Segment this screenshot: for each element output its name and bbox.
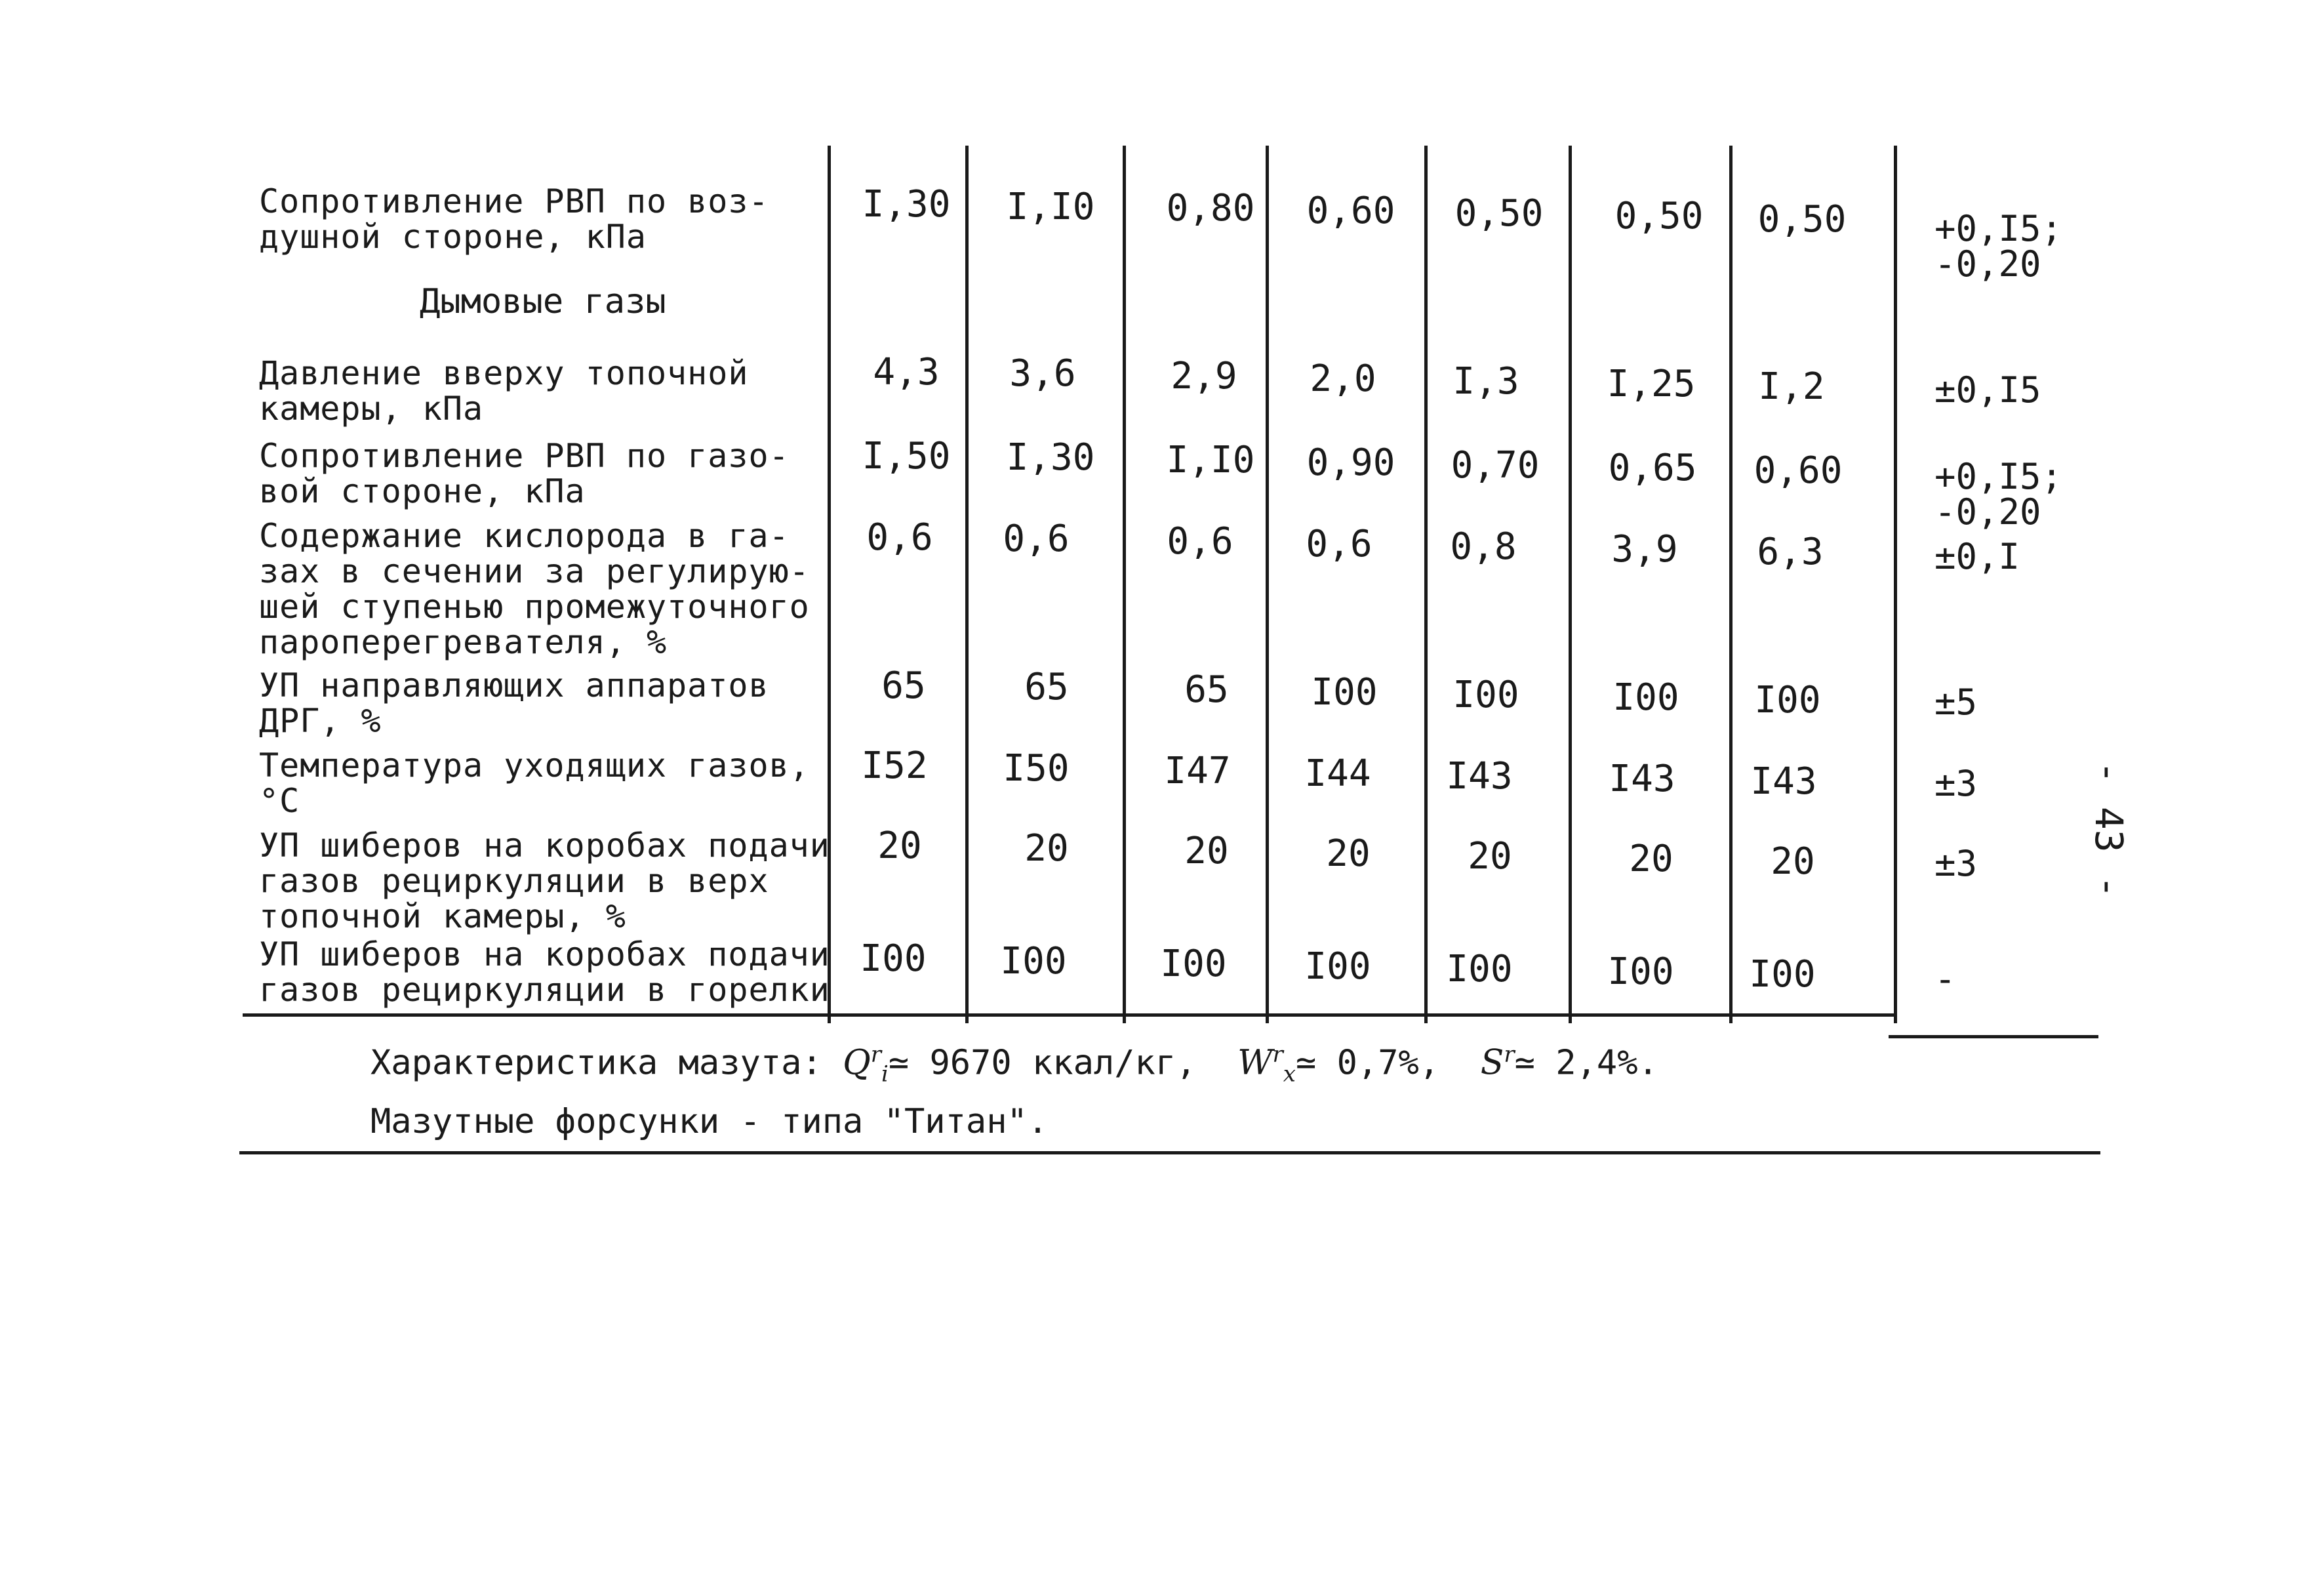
cell-value: I,30: [862, 183, 951, 226]
w-superscript: r: [1272, 1042, 1283, 1068]
cell-value: 4,3: [873, 351, 940, 394]
cell-value: 2,0: [1310, 357, 1376, 400]
row-label: Сопротивление РВП по воз- душной стороне, кПа: [259, 182, 769, 256]
row-tolerance: +0,I5; -0,20: [1934, 208, 2063, 285]
cell-value: I,3: [1452, 360, 1519, 403]
cell-value: 0,6: [1167, 520, 1233, 563]
cell-value: 0,65: [1608, 447, 1697, 489]
cell-value: 20: [1771, 840, 1815, 883]
column-rule: [1424, 146, 1428, 1023]
cell-value: 3,9: [1611, 528, 1678, 571]
cell-value: 65: [1024, 666, 1069, 708]
cell-value: 0,80: [1166, 187, 1255, 230]
row-tolerance: ±3: [1934, 763, 1978, 804]
cell-value: 0,70: [1451, 444, 1540, 487]
row-label: УП направляющих аппаратов ДРГ, %: [259, 666, 769, 740]
cell-value: 0,50: [1614, 195, 1704, 237]
column-rule: [965, 146, 969, 1023]
cell-value: I00: [860, 937, 927, 980]
footer-rule: [239, 1151, 2100, 1154]
row-label: Давление вверху топочной камеры, кПа: [259, 354, 749, 428]
cell-value: I47: [1164, 750, 1231, 792]
cell-value: I,25: [1607, 363, 1696, 405]
column-rule: [1123, 146, 1126, 1023]
w-symbol: W: [1237, 1043, 1273, 1083]
row-label: Температура уходящих газов, °С: [259, 746, 810, 820]
q-value: ≃ 9670 ккал/кг,: [888, 1043, 1197, 1083]
row-tolerance: ±0,I5: [1934, 369, 2041, 411]
q-symbol: Q: [843, 1043, 871, 1083]
cell-value: I,30: [1006, 436, 1095, 479]
cell-value: I00: [1607, 950, 1674, 993]
cell-value: I52: [861, 744, 928, 787]
cell-value: 0,50: [1757, 198, 1847, 241]
cell-value: 0,8: [1450, 525, 1517, 568]
q-superscript: r: [870, 1042, 881, 1068]
column-rule: [1266, 146, 1269, 1023]
table-bottom-rule: [1889, 1035, 2098, 1038]
fuel-prefix: Характеристика мазута:: [371, 1043, 822, 1083]
cell-value: 20: [1024, 827, 1069, 870]
cell-value: I43: [1750, 760, 1817, 803]
cell-value: 0,60: [1306, 190, 1395, 232]
row-tolerance: +0,I5; -0,20: [1934, 456, 2063, 533]
cell-value: 3,6: [1009, 352, 1076, 395]
cell-value: I,2: [1758, 365, 1825, 408]
cell-value: 20: [1326, 832, 1371, 875]
row-label: Сопротивление РВП по газо- вой стороне, кПа: [259, 437, 790, 510]
row-tolerance: -: [1934, 958, 1956, 1000]
cell-value: 20: [1184, 830, 1229, 872]
section-heading: Дымовые газы: [420, 282, 666, 321]
cell-value: I,50: [862, 435, 951, 478]
cell-value: I00: [1452, 674, 1519, 716]
cell-value: I00: [1304, 945, 1371, 988]
s-superscript: r: [1504, 1042, 1515, 1068]
fuel-characteristics: [371, 1035, 1658, 1094]
table-bottom-rule: [243, 1013, 1895, 1017]
column-rule: [1569, 146, 1572, 1023]
column-rule: [1729, 146, 1733, 1023]
cell-value: I00: [1446, 948, 1513, 990]
cell-value: 65: [881, 664, 926, 707]
cell-value: 0,6: [866, 516, 933, 559]
cell-value: I50: [1003, 747, 1070, 790]
cell-value: I00: [1160, 943, 1227, 985]
cell-value: 65: [1184, 668, 1229, 711]
cell-value: I,I0: [1006, 186, 1095, 228]
cell-value: I00: [1613, 676, 1679, 719]
cell-value: I00: [1311, 671, 1378, 714]
cell-value: I,I0: [1166, 439, 1255, 481]
row-tolerance: ±0,I: [1934, 536, 2020, 577]
cell-value: 0,60: [1753, 449, 1843, 492]
row-label: Содержание кислорода в га- зах в сечении за регулирую- шей ступенью промежуточного пароперегревателя, %: [259, 517, 810, 661]
burner-type-note: Мазутные форсунки - типа "Титан".: [371, 1102, 1049, 1141]
row-tolerance: ±3: [1934, 843, 1978, 884]
row-label: УП шиберов на коробах подачи газов рециркуляции в верх топочной камеры, %: [259, 826, 830, 935]
w-value: ≃ 0,7%,: [1295, 1043, 1440, 1083]
cell-value: I00: [1754, 679, 1821, 722]
column-rule: [1894, 146, 1897, 1023]
cell-value: 0,50: [1454, 192, 1544, 235]
s-value: ≃ 2,4%.: [1514, 1043, 1658, 1083]
cell-value: 20: [1629, 838, 1673, 880]
row-tolerance: ±5: [1934, 682, 1978, 723]
cell-value: 2,9: [1171, 355, 1237, 397]
cell-value: 0,6: [1306, 523, 1372, 565]
cell-value: 6,3: [1757, 531, 1824, 573]
page-number: - 43 -: [2087, 761, 2131, 899]
s-symbol: S: [1480, 1043, 1504, 1083]
q-subscript: i: [881, 1061, 889, 1088]
cell-value: I43: [1609, 758, 1675, 800]
cell-value: 20: [1468, 835, 1512, 878]
cell-value: 20: [877, 825, 922, 867]
cell-value: I00: [1000, 940, 1067, 983]
cell-value: 0,90: [1306, 441, 1395, 484]
w-subscript: x: [1283, 1061, 1296, 1088]
cell-value: 0,6: [1003, 518, 1070, 560]
cell-value: I43: [1446, 755, 1513, 798]
row-label: УП шиберов на коробах подачи газов рециркуляции в горелки: [259, 935, 830, 1009]
cell-value: I44: [1304, 752, 1371, 795]
cell-value: I00: [1749, 953, 1816, 996]
